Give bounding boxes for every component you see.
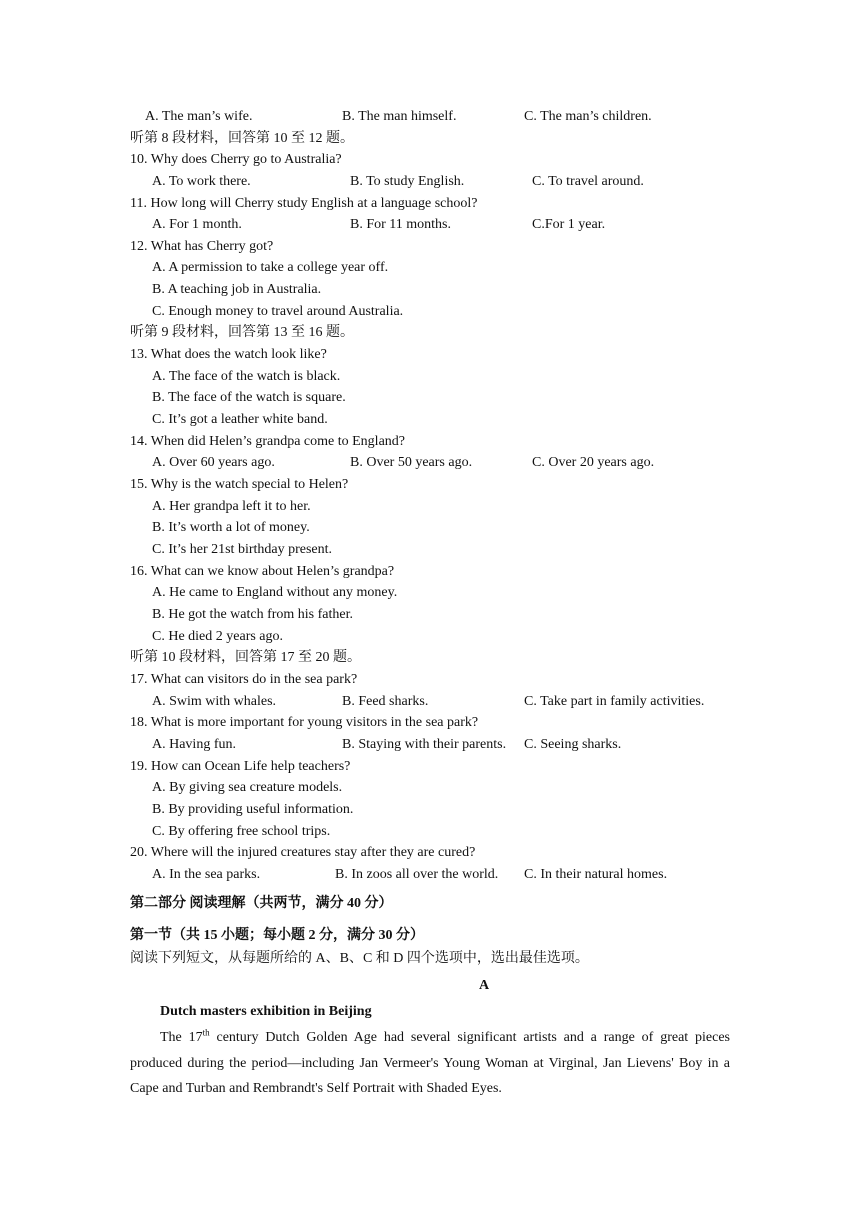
q16-option-b: B. He got the watch from his father. [152, 607, 354, 622]
q20-option-a: A. In the sea parks. [152, 867, 261, 882]
q17-option-b: B. Feed sharks. [342, 694, 429, 709]
q16-option-c: C. He died 2 years ago. [152, 629, 284, 644]
q13-option-a: A. The face of the watch is black. [152, 369, 341, 384]
q9-option-a: A. The man’s wife. [145, 109, 253, 124]
section-10-heading: 听第 10 段材料，回答第 17 至 20 题。 [130, 650, 361, 665]
section-9-heading: 听第 9 段材料，回答第 13 至 16 题。 [130, 325, 354, 340]
q11-option-c: C.For 1 year. [532, 217, 606, 232]
q17-stem: 17. What can visitors do in the sea park? [130, 672, 358, 687]
q17-option-a: A. Swim with whales. [152, 694, 277, 709]
passage-title: Dutch masters exhibition in Beijing [160, 1004, 372, 1019]
q19-option-b: B. By providing useful information. [152, 802, 354, 817]
q12-stem: 12. What has Cherry got? [130, 239, 274, 254]
q18-stem: 18. What is more important for young visitors in the sea park? [130, 715, 479, 730]
q9-option-c: C. The man’s children. [524, 109, 652, 124]
part-2-heading: 第二部分 阅读理解（共两节，满分 40 分） [130, 896, 393, 911]
q12-option-a: A. A permission to take a college year off. [152, 260, 389, 275]
q11-stem: 11. How long will Cherry study English at a language school? [130, 196, 478, 211]
passage-letter: A [479, 978, 490, 993]
q20-stem: 20. Where will the injured creatures stay after they are cured? [130, 845, 476, 860]
q16-stem: 16. What can we know about Helen’s grandpa? [130, 564, 395, 579]
q15-option-c: C. It’s her 21st birthday present. [152, 542, 333, 557]
q19-stem: 19. How can Ocean Life help teachers? [130, 759, 351, 774]
q19-option-a: A. By giving sea creature models. [152, 780, 343, 795]
passage-paragraph: The 17th century Dutch Golden Age had several significant artists and a range of great pieces produced during the period—including Jan Vermeer's Young Woman at Virginal, Jan Lievens' Boy in a Cape and Turban and Rembrandt's Self Portrait with Shaded Eyes. [130, 1027, 731, 1096]
reading-instructions: 阅读下列短文，从每题所给的 A、B、C 和 D 四个选项中，选出最佳选项。 [130, 951, 589, 966]
q14-option-b: B. Over 50 years ago. [350, 455, 473, 470]
q15-option-a: A. Her grandpa left it to her. [152, 499, 311, 514]
q12-option-b: B. A teaching job in Australia. [152, 282, 322, 297]
q13-option-b: B. The face of the watch is square. [152, 390, 346, 405]
q14-stem: 14. When did Helen’s grandpa come to England? [130, 434, 405, 449]
q10-option-a: A. To work there. [152, 174, 251, 189]
q11-option-a: A. For 1 month. [152, 217, 242, 232]
q13-stem: 13. What does the watch look like? [130, 347, 327, 362]
q15-stem: 15. Why is the watch special to Helen? [130, 477, 349, 492]
q14-option-a: A. Over 60 years ago. [152, 455, 275, 470]
q20-option-c: C. In their natural homes. [524, 867, 668, 882]
q17-option-c: C. Take part in family activities. [524, 694, 705, 709]
q10-option-b: B. To study English. [350, 174, 465, 189]
q18-option-a: A. Having fun. [152, 737, 236, 752]
q9-option-b: B. The man himself. [342, 109, 457, 124]
q20-option-b: B. In zoos all over the world. [335, 867, 499, 882]
q14-option-c: C. Over 20 years ago. [532, 455, 655, 470]
section-8-heading: 听第 8 段材料，回答第 10 至 12 题。 [130, 131, 354, 146]
q16-option-a: A. He came to England without any money. [152, 585, 398, 600]
q12-option-c: C. Enough money to travel around Australia. [152, 304, 404, 319]
q10-stem: 10. Why does Cherry go to Australia? [130, 152, 342, 167]
q11-option-b: B. For 11 months. [350, 217, 451, 232]
q10-option-c: C. To travel around. [532, 174, 644, 189]
q15-option-b: B. It’s worth a lot of money. [152, 520, 310, 535]
q18-option-c: C. Seeing sharks. [524, 737, 622, 752]
q13-option-c: C. It’s got a leather white band. [152, 412, 328, 427]
q18-option-b: B. Staying with their parents. [342, 737, 507, 752]
q19-option-c: C. By offering free school trips. [152, 824, 331, 839]
section-1-heading: 第一节（共 15 小题；每小题 2 分，满分 30 分） [130, 928, 424, 943]
